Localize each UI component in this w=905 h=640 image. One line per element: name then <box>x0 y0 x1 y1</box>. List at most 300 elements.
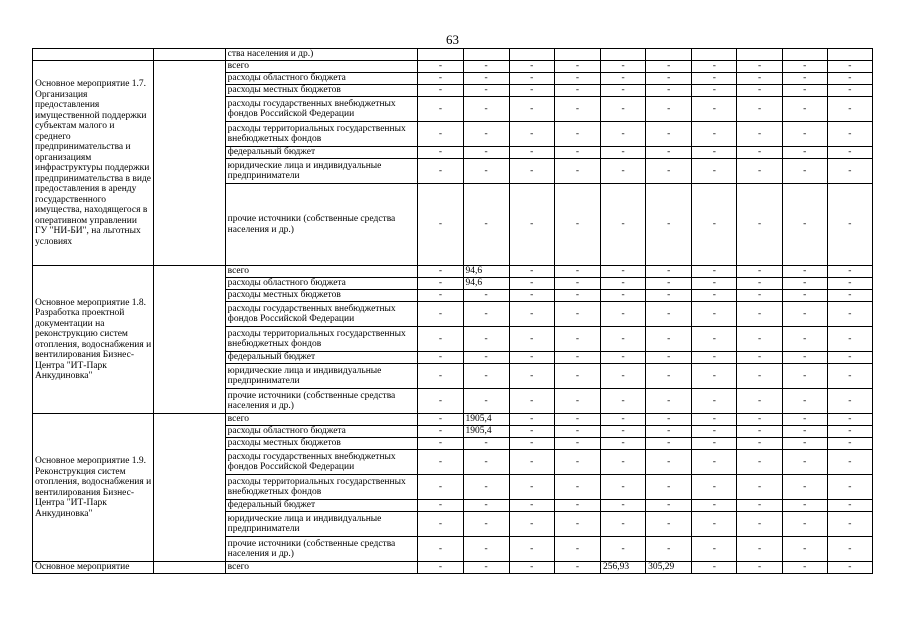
budget-table <box>32 48 873 574</box>
value-cell: - <box>646 500 692 512</box>
executor-cell <box>154 414 225 562</box>
value-cell: - <box>463 327 509 352</box>
value-cell: - <box>600 537 645 562</box>
value-cell: - <box>737 426 782 438</box>
value-cell: - <box>692 159 737 184</box>
value-cell: - <box>600 512 645 537</box>
value-cell: - <box>600 278 645 290</box>
value-cell: - <box>646 85 692 97</box>
value-cell: - <box>509 537 554 562</box>
page-number: 63 <box>446 32 459 47</box>
value-cell: - <box>737 364 782 389</box>
value-cell: - <box>418 426 463 438</box>
value-cell: - <box>646 364 692 389</box>
value-cell: - <box>737 537 782 562</box>
value-cell: - <box>646 97 692 122</box>
value-cell: - <box>554 389 600 414</box>
source-cell: прочие источники (собственные средства населения и др.) <box>225 537 418 562</box>
value-cell: - <box>737 159 782 184</box>
value-cell: - <box>782 426 827 438</box>
source-cell: расходы территориальных государственных внебюджетных фондов <box>225 327 418 352</box>
table-row <box>33 562 873 574</box>
value-cell: - <box>463 352 509 364</box>
value-cell: - <box>463 159 509 184</box>
value-cell: - <box>463 85 509 97</box>
value-cell: - <box>600 475 645 500</box>
value-cell: - <box>646 389 692 414</box>
value-cell: - <box>418 438 463 450</box>
executor-cell <box>154 49 225 61</box>
value-cell: - <box>418 73 463 85</box>
name-cell <box>33 49 154 61</box>
value-cell: - <box>646 61 692 73</box>
value-cell: - <box>554 352 600 364</box>
value-cell: - <box>782 512 827 537</box>
value-cell: - <box>827 537 872 562</box>
value-cell: - <box>418 389 463 414</box>
value-cell: - <box>600 327 645 352</box>
value-cell: - <box>782 159 827 184</box>
executor-cell <box>154 61 225 266</box>
value-cell: - <box>554 562 600 574</box>
value-cell: - <box>463 475 509 500</box>
value-cell: - <box>646 426 692 438</box>
value-cell: - <box>827 159 872 184</box>
value-cell: - <box>646 278 692 290</box>
source-cell: расходы территориальных государственных внебюджетных фондов <box>225 475 418 500</box>
value-cell: - <box>463 389 509 414</box>
value-cell: - <box>646 327 692 352</box>
value-cell: - <box>827 364 872 389</box>
value-cell: - <box>600 450 645 475</box>
value-cell: - <box>737 500 782 512</box>
value-cell: - <box>692 85 737 97</box>
value-cell: - <box>737 389 782 414</box>
value-cell: - <box>600 414 645 426</box>
value-cell: - <box>827 61 872 73</box>
value-cell: - <box>554 61 600 73</box>
value-cell: - <box>554 327 600 352</box>
source-cell: федеральный бюджет <box>225 500 418 512</box>
value-cell: - <box>554 266 600 278</box>
value-cell: - <box>782 414 827 426</box>
value-cell: - <box>692 450 737 475</box>
value-cell: - <box>737 290 782 302</box>
value-cell: - <box>737 562 782 574</box>
value-cell: - <box>646 352 692 364</box>
value-cell: - <box>782 327 827 352</box>
value-cell: - <box>782 73 827 85</box>
value-cell: - <box>646 537 692 562</box>
value-cell: - <box>463 450 509 475</box>
executor-cell <box>154 266 225 414</box>
value-cell: - <box>418 537 463 562</box>
value-cell: - <box>554 122 600 147</box>
value-cell: - <box>418 414 463 426</box>
value-cell: - <box>827 85 872 97</box>
value-cell: 1905,4 <box>463 414 509 426</box>
value-cell: - <box>737 352 782 364</box>
value-cell: - <box>782 438 827 450</box>
value-cell: - <box>418 278 463 290</box>
value-cell: - <box>554 450 600 475</box>
value-cell: - <box>509 438 554 450</box>
value-cell: - <box>554 302 600 327</box>
value-cell: - <box>418 500 463 512</box>
value-cell: - <box>692 147 737 159</box>
value-cell: - <box>600 85 645 97</box>
value-cell: - <box>827 414 872 426</box>
source-cell: юридические лица и индивидуальные предприниматели <box>225 512 418 537</box>
value-cell: - <box>692 537 737 562</box>
value-cell: - <box>692 414 737 426</box>
value-cell: - <box>827 290 872 302</box>
value-cell: - <box>418 327 463 352</box>
value-cell: - <box>600 302 645 327</box>
value-cell: - <box>418 61 463 73</box>
value-cell: - <box>554 159 600 184</box>
table-row <box>33 266 873 278</box>
value-cell: - <box>646 414 692 426</box>
value-cell <box>418 49 463 61</box>
value-cell: - <box>782 475 827 500</box>
value-cell: - <box>554 73 600 85</box>
value-cell: - <box>827 327 872 352</box>
value-cell: - <box>509 414 554 426</box>
value-cell <box>737 49 782 61</box>
value-cell <box>692 49 737 61</box>
value-cell: - <box>782 302 827 327</box>
value-cell: - <box>509 352 554 364</box>
value-cell: - <box>692 290 737 302</box>
activity-name: Основное мероприятие 1.8. Разработка проектной документации на реконструкцию систем отопления, водоснабжения и вентилирования Бизнес-Центра "ИТ-Парк Анкудиновка" <box>33 266 154 414</box>
value-cell: - <box>692 61 737 73</box>
value-cell: - <box>737 73 782 85</box>
value-cell: - <box>600 438 645 450</box>
value-cell: - <box>827 512 872 537</box>
value-cell <box>600 49 645 61</box>
value-cell: - <box>827 500 872 512</box>
value-cell: - <box>827 438 872 450</box>
value-cell: - <box>600 97 645 122</box>
value-cell: - <box>463 562 509 574</box>
value-cell: - <box>509 147 554 159</box>
value-cell: - <box>509 389 554 414</box>
value-cell: - <box>737 450 782 475</box>
value-cell: - <box>646 147 692 159</box>
value-cell: - <box>692 562 737 574</box>
value-cell: - <box>463 438 509 450</box>
value-cell: - <box>737 85 782 97</box>
value-cell <box>509 49 554 61</box>
value-cell: - <box>646 475 692 500</box>
value-cell: - <box>554 184 600 266</box>
source-cell: расходы территориальных государственных внебюджетных фондов <box>225 122 418 147</box>
value-cell: - <box>554 278 600 290</box>
value-cell: - <box>509 85 554 97</box>
value-cell: - <box>554 414 600 426</box>
value-cell: - <box>782 266 827 278</box>
value-cell: - <box>782 562 827 574</box>
value-cell: - <box>418 302 463 327</box>
value-cell: - <box>782 85 827 97</box>
source-cell: расходы областного бюджета <box>225 426 418 438</box>
value-cell: - <box>827 73 872 85</box>
value-cell: - <box>692 364 737 389</box>
value-cell: 305,29 <box>646 562 692 574</box>
value-cell: - <box>827 266 872 278</box>
source-cell: расходы государственных внебюджетных фондов Российской Федерации <box>225 97 418 122</box>
value-cell: - <box>463 364 509 389</box>
source-cell: расходы местных бюджетов <box>225 85 418 97</box>
value-cell: - <box>554 290 600 302</box>
value-cell: - <box>782 122 827 147</box>
value-cell: - <box>463 61 509 73</box>
value-cell: - <box>600 352 645 364</box>
value-cell: - <box>600 266 645 278</box>
value-cell: 256,93 <box>600 562 645 574</box>
value-cell: - <box>554 147 600 159</box>
value-cell: - <box>600 61 645 73</box>
value-cell: - <box>782 97 827 122</box>
source-cell: юридические лица и индивидуальные предприниматели <box>225 159 418 184</box>
value-cell: - <box>692 389 737 414</box>
value-cell: - <box>463 302 509 327</box>
value-cell: - <box>692 122 737 147</box>
value-cell: - <box>646 184 692 266</box>
value-cell: 1905,4 <box>463 426 509 438</box>
value-cell: - <box>554 97 600 122</box>
value-cell: - <box>782 500 827 512</box>
value-cell: - <box>692 184 737 266</box>
value-cell: - <box>782 184 827 266</box>
value-cell: - <box>737 327 782 352</box>
value-cell: - <box>737 184 782 266</box>
value-cell <box>827 49 872 61</box>
value-cell: - <box>600 159 645 184</box>
value-cell: - <box>692 426 737 438</box>
value-cell: - <box>509 500 554 512</box>
value-cell: - <box>509 475 554 500</box>
value-cell: - <box>646 302 692 327</box>
value-cell: - <box>554 512 600 537</box>
value-cell: - <box>782 537 827 562</box>
value-cell: - <box>600 184 645 266</box>
value-cell: - <box>600 122 645 147</box>
value-cell: - <box>737 61 782 73</box>
source-cell: всего <box>225 266 418 278</box>
source-cell: всего <box>225 414 418 426</box>
value-cell: - <box>418 266 463 278</box>
value-cell: - <box>782 61 827 73</box>
value-cell: - <box>646 290 692 302</box>
value-cell: - <box>782 364 827 389</box>
value-cell: - <box>737 414 782 426</box>
value-cell: - <box>509 327 554 352</box>
value-cell: - <box>463 512 509 537</box>
value-cell: - <box>554 364 600 389</box>
value-cell: - <box>646 438 692 450</box>
value-cell: - <box>600 73 645 85</box>
value-cell: - <box>737 302 782 327</box>
value-cell: - <box>692 500 737 512</box>
value-cell: - <box>509 426 554 438</box>
value-cell: - <box>692 352 737 364</box>
value-cell: - <box>554 438 600 450</box>
source-cell: расходы местных бюджетов <box>225 438 418 450</box>
value-cell: - <box>509 278 554 290</box>
source-cell: расходы государственных внебюджетных фондов Российской Федерации <box>225 302 418 327</box>
source-cell: прочие источники (собственные средства населения и др.) <box>225 389 418 414</box>
value-cell: - <box>418 450 463 475</box>
value-cell: - <box>463 184 509 266</box>
value-cell: - <box>509 512 554 537</box>
value-cell: - <box>463 537 509 562</box>
value-cell: - <box>782 450 827 475</box>
source-cell: расходы областного бюджета <box>225 73 418 85</box>
value-cell: - <box>737 438 782 450</box>
value-cell: - <box>692 512 737 537</box>
value-cell: - <box>737 147 782 159</box>
value-cell: - <box>737 278 782 290</box>
value-cell: - <box>509 159 554 184</box>
value-cell: - <box>600 500 645 512</box>
source-cell: расходы местных бюджетов <box>225 290 418 302</box>
value-cell: - <box>827 302 872 327</box>
value-cell: - <box>600 426 645 438</box>
value-cell: 94,6 <box>463 278 509 290</box>
value-cell: - <box>692 266 737 278</box>
value-cell: - <box>418 159 463 184</box>
activity-name: Основное мероприятие 1.9. Реконструкция систем отопления, водоснабжения и вентилирования Бизнес-Центра "ИТ-Парк Анкудиновка" <box>33 414 154 562</box>
executor-cell <box>154 562 225 574</box>
source-cell: федеральный бюджет <box>225 147 418 159</box>
value-cell: - <box>737 266 782 278</box>
source-cell: всего <box>225 562 418 574</box>
table-row <box>33 49 873 61</box>
value-cell: - <box>737 475 782 500</box>
value-cell: - <box>782 389 827 414</box>
source-cell: всего <box>225 61 418 73</box>
value-cell: - <box>827 122 872 147</box>
value-cell: - <box>827 352 872 364</box>
value-cell: 94,6 <box>463 266 509 278</box>
value-cell: - <box>463 97 509 122</box>
value-cell <box>646 49 692 61</box>
value-cell: - <box>463 500 509 512</box>
value-cell: - <box>509 562 554 574</box>
table-row <box>33 414 873 426</box>
value-cell: - <box>737 512 782 537</box>
table-row <box>33 61 873 73</box>
value-cell: - <box>463 290 509 302</box>
value-cell: - <box>782 290 827 302</box>
value-cell: - <box>418 147 463 159</box>
value-cell: - <box>600 364 645 389</box>
value-cell: - <box>737 97 782 122</box>
value-cell: - <box>646 159 692 184</box>
table-body <box>33 49 873 574</box>
source-cell: юридические лица и индивидуальные предприниматели <box>225 364 418 389</box>
value-cell: - <box>600 147 645 159</box>
value-cell: - <box>418 122 463 147</box>
value-cell: - <box>509 122 554 147</box>
value-cell: - <box>463 122 509 147</box>
value-cell: - <box>509 290 554 302</box>
value-cell: - <box>600 290 645 302</box>
value-cell: - <box>509 266 554 278</box>
value-cell: - <box>554 475 600 500</box>
value-cell: - <box>509 364 554 389</box>
value-cell: - <box>418 290 463 302</box>
value-cell: - <box>827 278 872 290</box>
source-cell: прочие источники (собственные средства населения и др.) <box>225 184 418 266</box>
value-cell: - <box>418 364 463 389</box>
value-cell: - <box>827 426 872 438</box>
value-cell: - <box>827 184 872 266</box>
value-cell: - <box>509 73 554 85</box>
value-cell: - <box>418 97 463 122</box>
value-cell: - <box>509 450 554 475</box>
activity-name: Основное мероприятие 1.7. Организация предоставления имущественной поддержки субъектам малого и среднего предпринимательства и организациям инфраструктуры поддержки предпринимательства в виде предоставления в аренду государственного имущества, находящегося в оперативном управлении ГУ "НИ-БИ", на льготных условиях <box>33 61 154 266</box>
value-cell: - <box>692 97 737 122</box>
value-cell: - <box>692 302 737 327</box>
source-cell: расходы государственных внебюджетных фондов Российской Федерации <box>225 450 418 475</box>
value-cell: - <box>463 73 509 85</box>
value-cell: - <box>509 184 554 266</box>
activity-name: Основное мероприятие <box>33 562 154 574</box>
value-cell: - <box>554 85 600 97</box>
value-cell: - <box>782 147 827 159</box>
value-cell: - <box>827 562 872 574</box>
value-cell: - <box>692 327 737 352</box>
value-cell: - <box>646 73 692 85</box>
value-cell <box>554 49 600 61</box>
value-cell: - <box>600 389 645 414</box>
value-cell: - <box>827 450 872 475</box>
value-cell: - <box>463 147 509 159</box>
value-cell: - <box>418 562 463 574</box>
value-cell: - <box>509 97 554 122</box>
value-cell: - <box>646 450 692 475</box>
value-cell: - <box>782 278 827 290</box>
value-cell: - <box>692 73 737 85</box>
value-cell: - <box>418 475 463 500</box>
value-cell: - <box>418 184 463 266</box>
value-cell: - <box>646 512 692 537</box>
value-cell: - <box>782 352 827 364</box>
value-cell <box>463 49 509 61</box>
source-cell: федеральный бюджет <box>225 352 418 364</box>
value-cell: - <box>646 266 692 278</box>
source-cell: расходы областного бюджета <box>225 278 418 290</box>
value-cell: - <box>827 389 872 414</box>
value-cell: - <box>509 302 554 327</box>
value-cell: - <box>554 500 600 512</box>
value-cell: - <box>418 85 463 97</box>
value-cell: - <box>418 352 463 364</box>
value-cell: - <box>827 147 872 159</box>
value-cell: - <box>554 426 600 438</box>
value-cell: - <box>554 537 600 562</box>
source-cell: ства населения и др.) <box>225 49 418 61</box>
value-cell: - <box>509 61 554 73</box>
value-cell: - <box>692 438 737 450</box>
value-cell <box>782 49 827 61</box>
value-cell: - <box>646 122 692 147</box>
value-cell: - <box>692 475 737 500</box>
value-cell: - <box>418 512 463 537</box>
